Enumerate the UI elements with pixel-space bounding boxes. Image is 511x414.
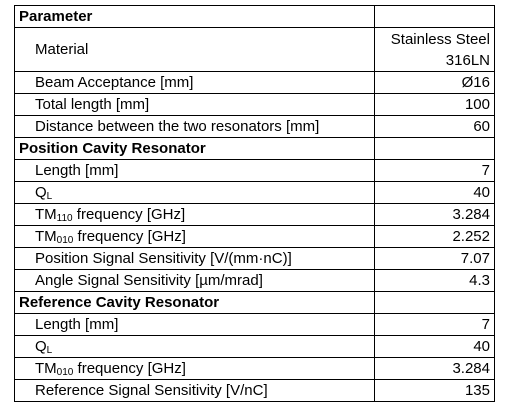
label-main: TM <box>35 360 57 377</box>
row-value: Ø16 <box>375 72 495 94</box>
row-value: 40 <box>375 182 495 204</box>
label-subscript: L <box>46 345 53 356</box>
label-main: TM <box>35 206 57 223</box>
label-subscript: L <box>46 191 53 202</box>
label-subscript: 110 <box>56 213 73 224</box>
row-value: 135 <box>375 380 495 402</box>
row-label: Material <box>15 28 375 72</box>
parameter-table-container <box>14 5 495 402</box>
row-value <box>375 28 495 72</box>
parameter-table <box>14 5 495 402</box>
section-title-reference-cavity: Reference Cavity Resonator <box>15 292 375 314</box>
table-row <box>15 358 495 380</box>
row-label <box>15 204 375 226</box>
value-line-1: Stainless Steel <box>390 30 490 48</box>
table-row <box>15 270 495 292</box>
row-value: 2.252 <box>375 226 495 248</box>
row-label: Total length [mm] <box>15 94 375 116</box>
label-rest: frequency [GHz] <box>73 360 186 377</box>
row-label <box>15 226 375 248</box>
table-row <box>15 160 495 182</box>
row-label <box>15 336 375 358</box>
table-row <box>15 226 495 248</box>
label-rest: frequency [GHz] <box>72 206 186 223</box>
section-empty-cell <box>375 138 495 160</box>
row-value: 100 <box>375 94 495 116</box>
label-main: TM <box>35 228 57 245</box>
section-header-row <box>15 292 495 314</box>
table-header-row <box>15 6 495 28</box>
row-label <box>15 358 375 380</box>
label-subscript: 010 <box>56 367 74 378</box>
row-label: Length [mm] <box>15 160 375 182</box>
row-value: 3.284 <box>375 358 495 380</box>
row-value: 7 <box>375 160 495 182</box>
row-label: Position Signal Sensitivity [V/(mm·nC)] <box>15 248 375 270</box>
section-empty-cell <box>375 292 495 314</box>
table-row <box>15 380 495 402</box>
label-main: Q <box>35 338 47 355</box>
table-row <box>15 336 495 358</box>
row-value: 3.284 <box>375 204 495 226</box>
table-row <box>15 314 495 336</box>
row-value: 7 <box>375 314 495 336</box>
section-header-row <box>15 138 495 160</box>
row-label: Length [mm] <box>15 314 375 336</box>
row-value: 7.07 <box>375 248 495 270</box>
row-label: Distance between the two resonators [mm] <box>15 116 375 138</box>
section-title-position-cavity: Position Cavity Resonator <box>15 138 375 160</box>
row-value: 60 <box>375 116 495 138</box>
label-subscript: 010 <box>56 235 74 246</box>
row-value: 4.3 <box>375 270 495 292</box>
table-row-material <box>15 28 495 72</box>
table-row <box>15 182 495 204</box>
table-row <box>15 116 495 138</box>
label-rest: frequency [GHz] <box>73 228 186 245</box>
parameter-header-value <box>375 6 495 28</box>
row-value: 40 <box>375 336 495 358</box>
value-line-2: 316LN <box>445 51 490 69</box>
row-label: Reference Signal Sensitivity [V/nC] <box>15 380 375 402</box>
row-label <box>15 182 375 204</box>
parameter-header: Parameter <box>15 6 375 28</box>
table-row <box>15 204 495 226</box>
table-row <box>15 72 495 94</box>
table-row <box>15 94 495 116</box>
row-label: Angle Signal Sensitivity [µm/mrad] <box>15 270 375 292</box>
row-label: Beam Acceptance [mm] <box>15 72 375 94</box>
table-row <box>15 248 495 270</box>
label-main: Q <box>35 184 47 201</box>
